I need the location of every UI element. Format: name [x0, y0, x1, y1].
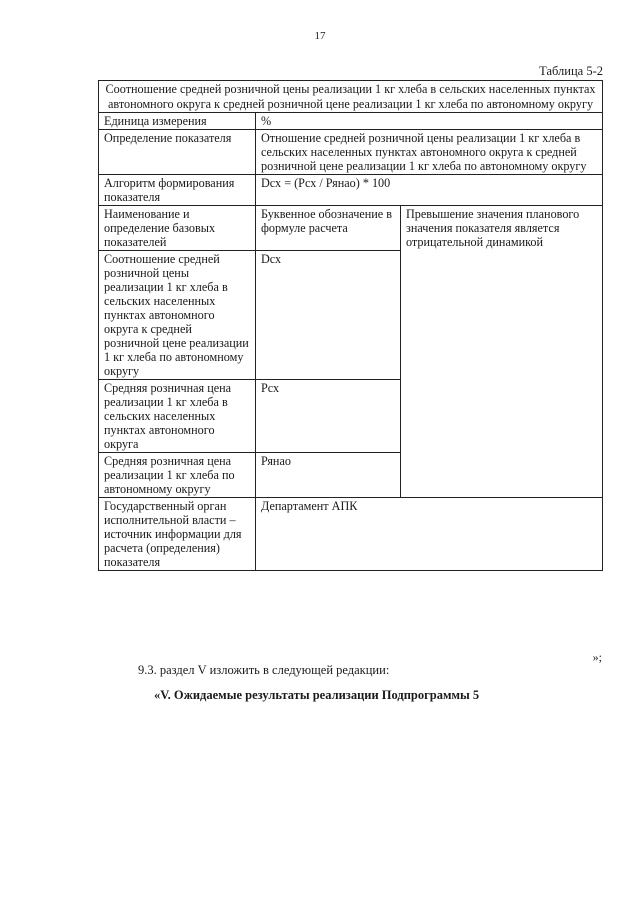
table-row [99, 130, 603, 175]
definition-value: Отношение средней розничной цены реализации 1 кг хлеба в сельских населенных пунктах автономного округа к средней розничной цене реализации 1 кг хлеба по автономному округу [256, 130, 603, 175]
base-indicator-symbol: Рсх [256, 380, 401, 453]
algorithm-label: Алгоритм формирования показателя [99, 175, 256, 206]
source-label: Государственный орган исполнительной власти – источник информации для расчета (определения) показателя [99, 498, 256, 571]
closing-quote: »; [592, 650, 602, 664]
header-col2: Буквенное обозначение в формуле расчета [256, 206, 401, 251]
amendment-paragraph: 9.3. раздел V изложить в следующей редакции: [138, 663, 390, 677]
algorithm-value: Dсх = (Рсх / Рянао) * 100 [256, 175, 603, 206]
base-indicator-name: Соотношение средней розничной цены реализации 1 кг хлеба в сельских населенных пунктах автономного округа к средней розничной цене реализации 1 кг хлеба по автономному округу [99, 251, 256, 380]
table-row [99, 175, 603, 206]
source-value: Департамент АПК [256, 498, 603, 571]
indicator-table [98, 80, 603, 571]
header-col1: Наименование и определение базовых показателей [99, 206, 256, 251]
definition-label: Определение показателя [99, 130, 256, 175]
table-header-row [99, 206, 603, 251]
base-indicator-name: Средняя розничная цена реализации 1 кг хлеба в сельских населенных пунктах автономного округа [99, 380, 256, 453]
table-row [99, 498, 603, 571]
unit-value: % [256, 113, 603, 130]
table-caption-row [99, 81, 603, 113]
base-indicator-symbol: Рянао [256, 453, 401, 498]
section-heading: «V. Ожидаемые результаты реализации Подпрограммы 5 [154, 688, 480, 702]
base-indicator-name: Средняя розничная цена реализации 1 кг хлеба по автономному округу [99, 453, 256, 498]
table-label: Таблица 5-2 [539, 64, 603, 78]
table-caption: Соотношение средней розничной цены реализации 1 кг хлеба в сельских населенных пунктах автономного округа к средней розничной цене реализации 1 кг хлеба по автономному округу [99, 81, 603, 113]
page-number: 17 [314, 30, 326, 42]
unit-label: Единица измерения [99, 113, 256, 130]
header-col3: Превышение значения планового значения показателя является отрицательной динамикой [401, 206, 603, 498]
base-indicator-symbol: Dсх [256, 251, 401, 380]
table-row [99, 113, 603, 130]
